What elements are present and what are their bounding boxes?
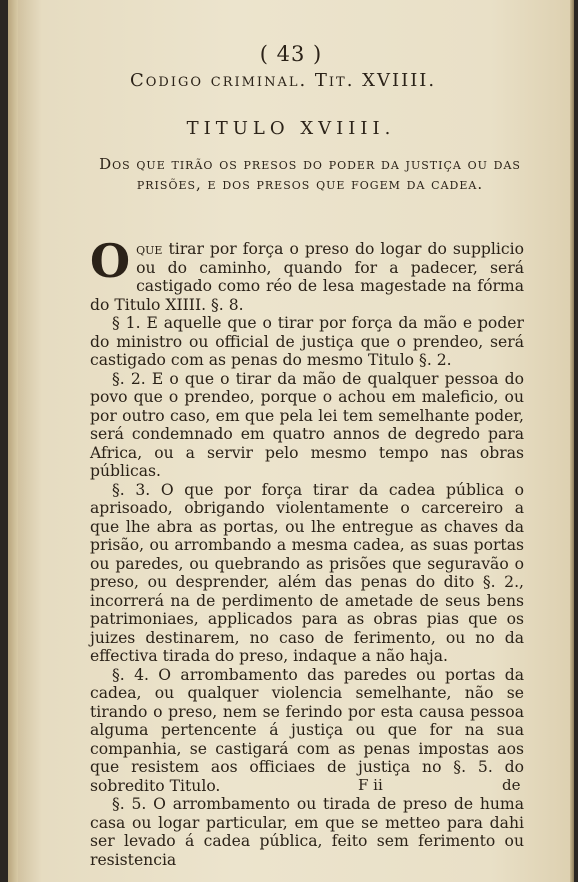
- intro-text: tirar por força o preso do logar do supplicio ou do caminho, quando for a padecer, será castigado como réo de lesa magestade na fórma do Titulo XIIII. §. 8.: [90, 240, 524, 314]
- intro-lead-word: que: [136, 240, 163, 258]
- paragraph-5: §. 5. O arrombamento ou tirada de preso de huma casa ou logar particular, em que se metteo para dahi ser levado á cadea pública, feito sem ferimento ou resistencia: [90, 795, 524, 869]
- drop-capital: O: [90, 234, 131, 288]
- section-title: TITULO XVIIII.: [186, 118, 396, 139]
- running-head: Codigo criminal. Tit. XVIIII.: [130, 70, 437, 91]
- page-number: ( 43 ): [259, 42, 323, 66]
- paragraph-3: §. 3. O que por força tirar da cadea pública o aprisoado, obrigando violentamente o carcereiro a que lhe abra as portas, ou lhe entregue as chaves da prisão, ou arrombando a mesma cadea, as suas portas ou paredes, ou quebrando as prisões que seguravão o preso, ou desprender, além das penas do dito §. 2., incorrerá na de perdimento de ametade de seus bens patrimoniaes, applicados para as obras pias que os juizes destinarem, no caso de ferimento, ou no da effectiva tirada do preso, indaque a não haja.: [90, 480, 524, 665]
- paragraph-4: §. 4. O arrombamento das paredes ou portas da cadea, ou qualquer violencia semelhante, não se tirando o preso, nem se ferindo por esta causa pessoa alguma pertencente á justiça ou que for na sua companhia, se castigará com as penas impostas aos que resistem aos officiaes de justiça no §. 5. do sobredito Titulo.: [90, 665, 524, 795]
- body-text: [90, 234, 524, 869]
- signature-mark: F ii: [358, 776, 383, 794]
- book-page: [8, 0, 574, 882]
- paragraph-2: §. 2. E o que o tirar da mão de qualquer pessoa do povo que o prendeo, porque o achou em maleficio, ou por outro caso, em que pela lei tem semelhante poder, será condemnado em quatro annos de degredo para Africa, ou a servir pelo mesmo tempo nas obras públicas.: [90, 369, 524, 480]
- catchword: de: [502, 776, 521, 794]
- paragraph-1: § 1. E aquelle que o tirar por força da mão e poder do ministro ou official de justiça que o prendeo, será castigado com as penas do mesmo Titulo §. 2.: [90, 314, 524, 369]
- section-rubric: Dos que tirão os presos do poder da justiça ou das prisões, e dos presos que fogem da cadea.: [99, 155, 521, 193]
- intro-paragraph: [90, 234, 524, 314]
